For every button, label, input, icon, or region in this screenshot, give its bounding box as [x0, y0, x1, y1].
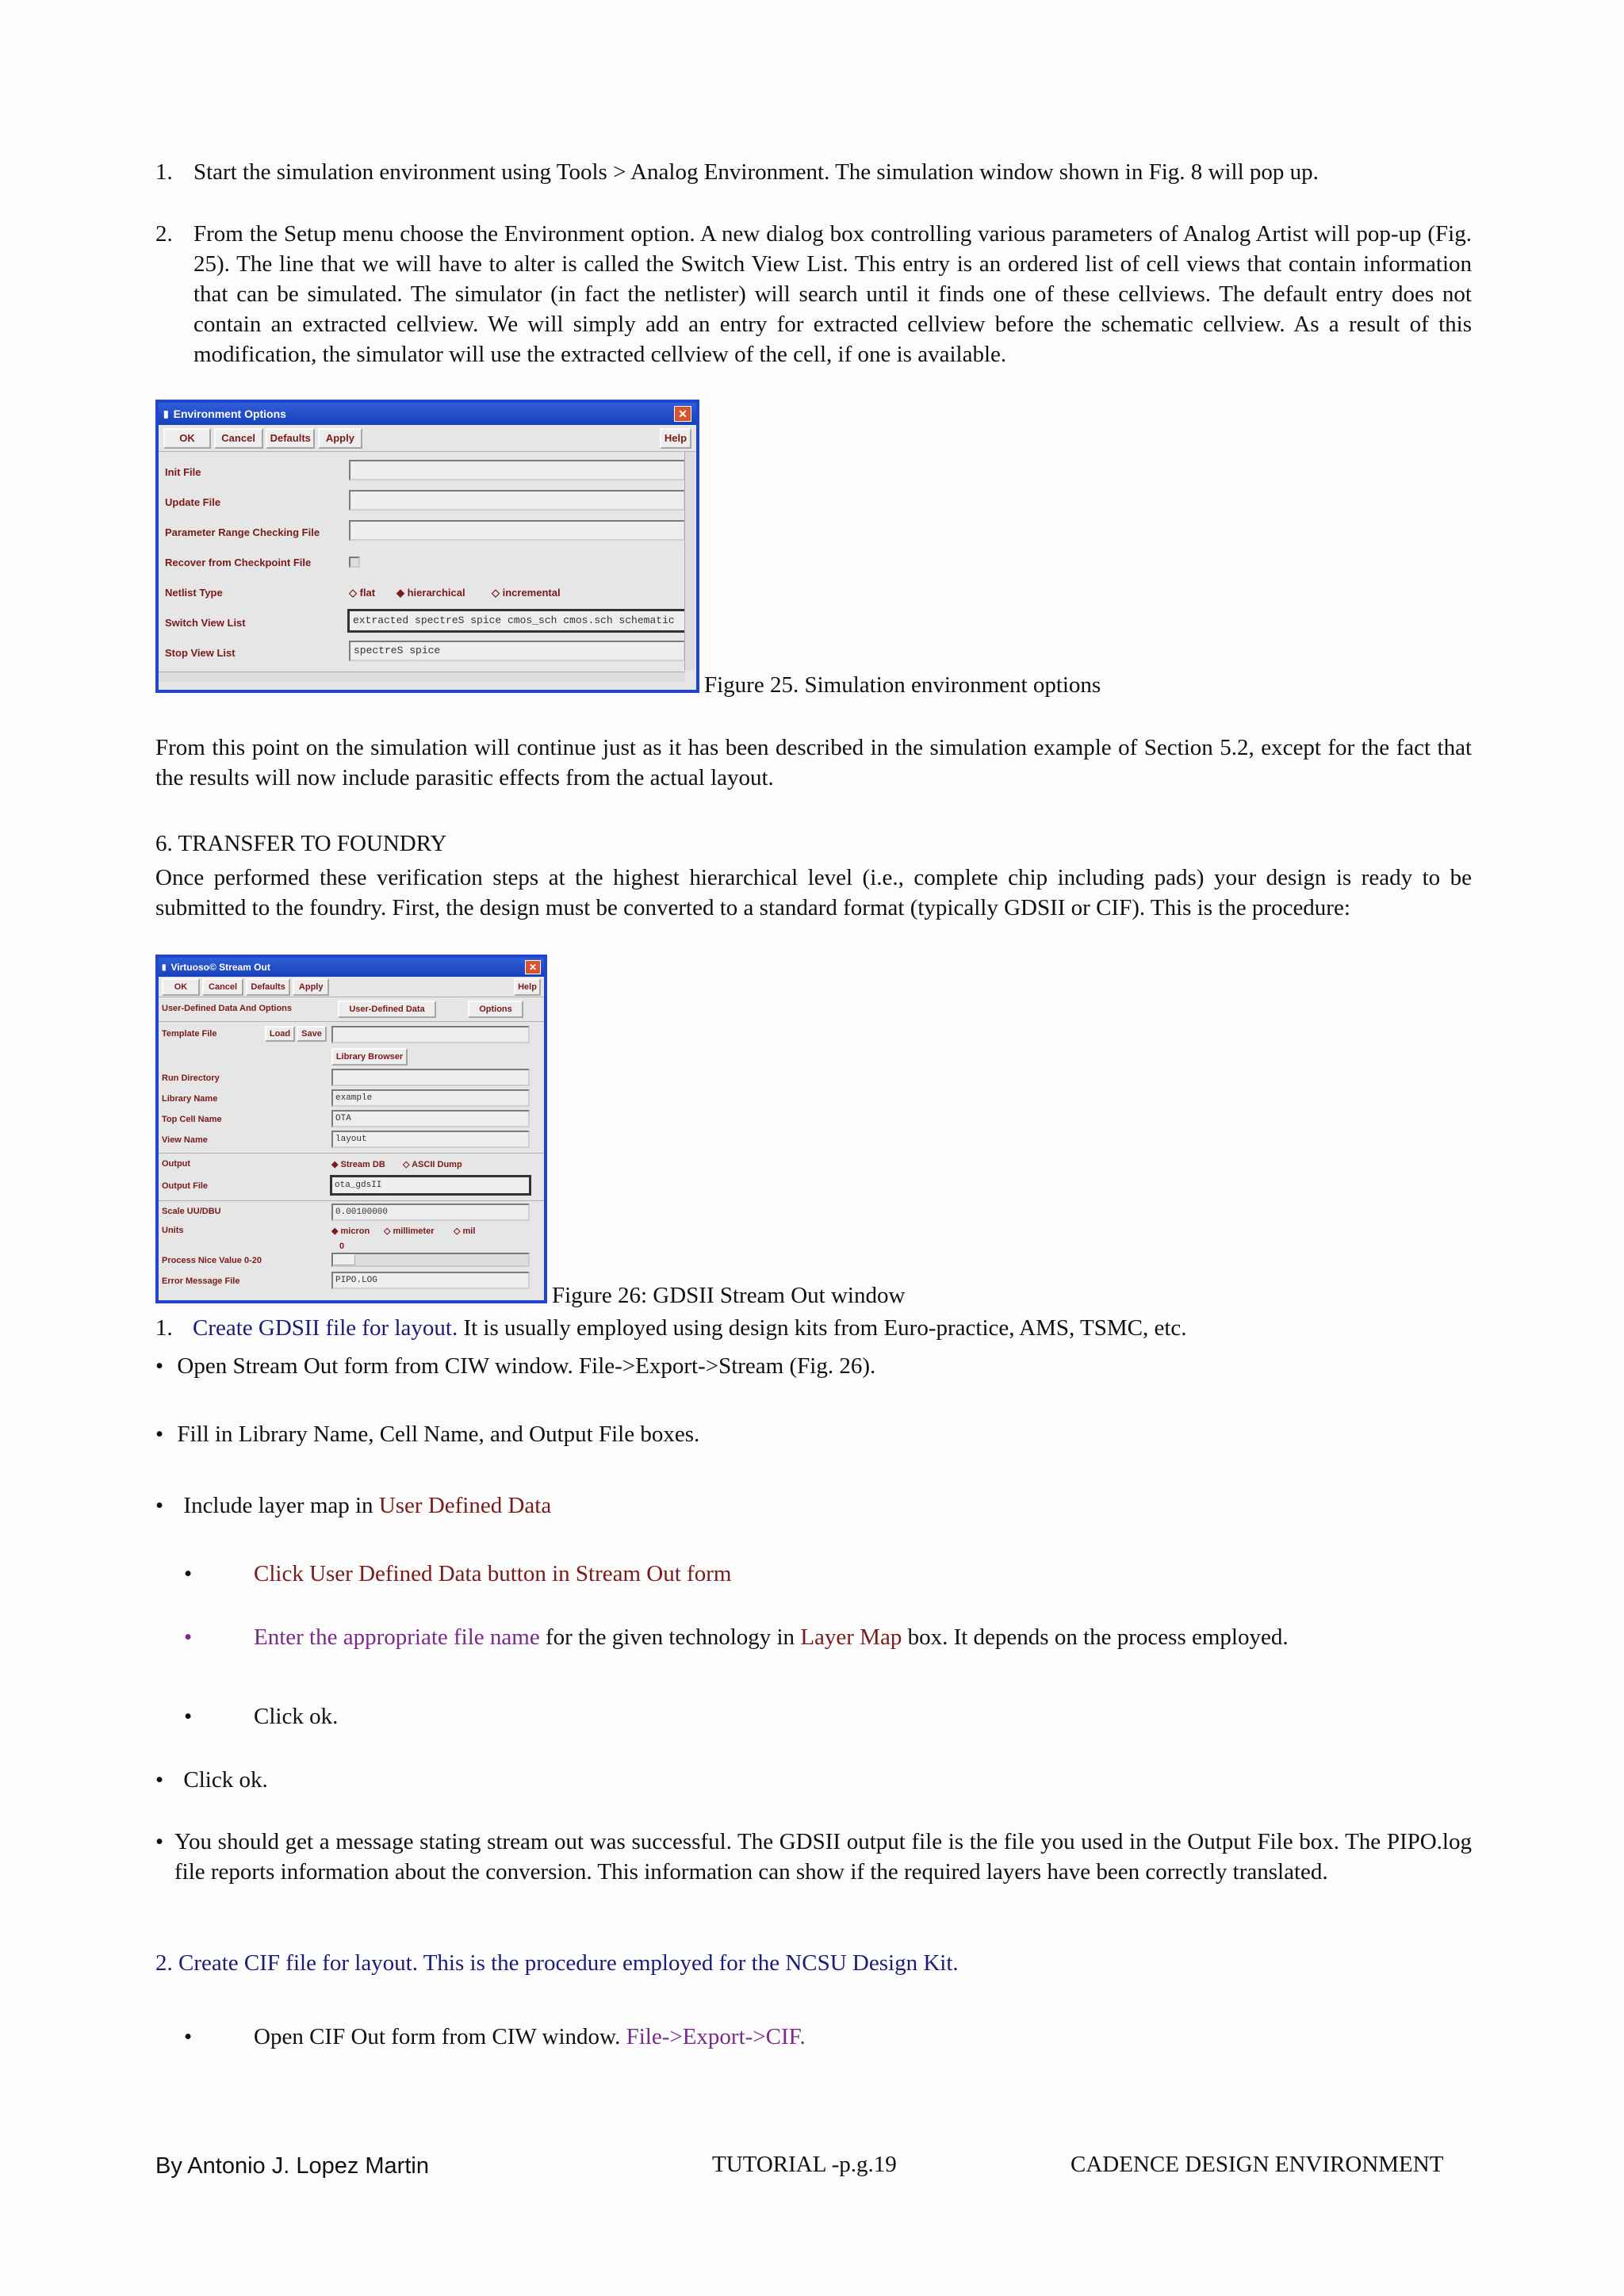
bullet-icon: •	[184, 2024, 193, 2049]
radio-label: mil	[462, 1226, 476, 1236]
divider	[159, 1200, 544, 1201]
radio-label: millimeter	[393, 1226, 435, 1236]
run-directory-field[interactable]	[331, 1069, 530, 1086]
template-file-label: Template File	[162, 1029, 217, 1039]
load-button[interactable]: Load	[265, 1026, 295, 1042]
user-defined-data-button[interactable]: User-Defined Data	[338, 1001, 436, 1018]
radio-label: incremental	[502, 587, 561, 599]
ascii-dump-radio[interactable]: ◇ ASCII Dump	[403, 1160, 462, 1169]
netlist-hierarchical-radio[interactable]: ◆ hierarchical	[396, 587, 465, 599]
update-file-field[interactable]	[349, 490, 685, 511]
error-file-label: Error Message File	[162, 1276, 240, 1286]
window-title: Environment Options	[173, 408, 286, 420]
init-file-field[interactable]	[349, 460, 685, 480]
close-icon[interactable]: ✕	[674, 406, 691, 422]
cancel-button[interactable]: Cancel	[202, 978, 243, 996]
library-name-label: Library Name	[162, 1094, 218, 1104]
footer-title: CADENCE DESIGN ENVIRONMENT	[1071, 2152, 1444, 2177]
footer-author: By Antonio J. Lopez Martin	[155, 2153, 429, 2179]
bullet-icon: •	[184, 1624, 193, 1650]
bullet-icon: •	[155, 1767, 164, 1793]
user-defined-data-link[interactable]: User Defined Data	[378, 1493, 552, 1518]
text-span: Open CIF Out form from CIW window.	[254, 2024, 626, 2049]
bullet-icon: •	[184, 1561, 193, 1586]
slider-handle[interactable]	[333, 1254, 355, 1265]
millimeter-radio[interactable]: ◇ millimeter	[384, 1226, 435, 1236]
netlist-type-label: Netlist Type	[165, 587, 223, 599]
close-icon[interactable]: ✕	[525, 960, 541, 974]
radio-label: micron	[340, 1226, 370, 1236]
bullet-text: Include layer map in	[183, 1493, 379, 1518]
save-button[interactable]: Save	[297, 1026, 327, 1042]
bullet-icon: •	[155, 1353, 164, 1379]
horizontal-scrollbar[interactable]	[159, 672, 685, 682]
environment-options-window	[155, 400, 699, 693]
units-label: Units	[162, 1226, 184, 1235]
divider	[159, 1021, 544, 1022]
item-2	[155, 219, 1472, 369]
vertical-scrollbar[interactable]	[684, 452, 695, 671]
bullet-text: Open Stream Out form from CIW window. File->Export->Stream (Fig. 26).	[177, 1353, 876, 1379]
figure-26-caption: Figure 26: GDSII Stream Out window	[552, 1283, 906, 1308]
netlist-incremental-radio[interactable]: ◇ incremental	[492, 587, 561, 599]
range-file-field[interactable]	[349, 520, 685, 541]
help-button[interactable]: Help	[514, 978, 541, 996]
radio-label: flat	[359, 587, 376, 599]
app-icon: ▮	[162, 962, 167, 972]
toolbar	[159, 977, 544, 997]
defaults-button[interactable]: Defaults	[246, 978, 290, 996]
apply-button[interactable]: Apply	[293, 978, 329, 996]
library-name-field[interactable]: example	[331, 1089, 530, 1107]
item-text: From the Setup menu choose the Environment option. A new dialog box controlling various parameters of Analog Artist will pop-up (Fig. 25). The line that we will have to alter is called the Switch View List. This entry is an ordered list of cell views that contain information that can be simulated. The simulator (in fact the netlister) will search until it finds one of these cellviews. The default entry does not contain an extracted cellview. We will simply add an entry for extracted cellview before the schematic cellview. As a result of this modification, the simulator will use the extracted cellview of the cell, if one is available.	[193, 221, 1472, 367]
update-file-label: Update File	[165, 496, 221, 508]
init-file-label: Init File	[165, 466, 201, 478]
item-number: 2.	[155, 221, 173, 247]
window-titlebar	[159, 403, 696, 425]
bullet-icon: •	[155, 1829, 164, 1854]
bullet-item	[155, 1419, 1472, 1449]
paragraph-after-fig25: From this point on the simulation will continue just as it has been described in the simulation example of Section 5.2, except for the fact that the results will now include parasitic effects from the actual layout.	[155, 735, 1472, 790]
netlist-flat-radio[interactable]: ◇ flat	[349, 587, 376, 599]
switch-view-list-field[interactable]: extracted spectreS spice cmos_sch cmos.sch schematic	[347, 609, 687, 633]
bullet-item	[155, 1765, 1472, 1795]
bullet-icon: •	[155, 1422, 164, 1447]
scale-label: Scale UU/DBU	[162, 1207, 221, 1216]
stop-view-list-field[interactable]: spectreS spice	[349, 641, 685, 661]
bullet-text: Click ok.	[183, 1767, 268, 1793]
sub-bullet-text	[254, 2022, 806, 2052]
form-body	[159, 452, 696, 682]
radio-label: Stream DB	[340, 1160, 385, 1169]
gdsii-link[interactable]: Create GDSII file for layout.	[193, 1315, 458, 1341]
template-file-field[interactable]	[331, 1026, 530, 1043]
step-number: 1.	[155, 1315, 173, 1341]
window-titlebar	[159, 958, 544, 977]
text-span: box. It depends on the process employed.	[902, 1624, 1289, 1650]
output-file-label: Output File	[162, 1181, 209, 1191]
sub-bullet-item	[184, 1701, 1469, 1732]
library-browser-button[interactable]: Library Browser	[331, 1048, 408, 1066]
item-1	[155, 157, 1472, 187]
step-2-cif[interactable]: 2. Create CIF file for layout. This is the procedure employed for the NCSU Design Kit.	[155, 1950, 959, 1976]
form-body	[159, 997, 544, 1299]
bullet-icon: •	[155, 1493, 164, 1518]
item-text: Start the simulation environment using Tools > Analog Environment. The simulation window shown in Fig. 8 will pop up.	[193, 159, 1319, 185]
sub-bullet-item	[184, 1559, 1469, 1589]
radio-label: ASCII Dump	[412, 1160, 462, 1169]
bullet-item	[155, 1827, 1472, 1887]
mil-radio[interactable]: ◇ mil	[454, 1226, 476, 1236]
step-1	[155, 1313, 1472, 1343]
footer-page: TUTORIAL -p.g.19	[712, 2152, 897, 2177]
export-cif-link[interactable]: File->Export->CIF.	[626, 2024, 806, 2049]
layer-map-link[interactable]: Layer Map	[800, 1624, 902, 1650]
toolbar	[159, 425, 696, 452]
scale-field[interactable]: 0.00100000	[331, 1203, 530, 1221]
options-button[interactable]: Options	[468, 1001, 523, 1018]
stop-view-list-label: Stop View List	[165, 647, 236, 659]
item-number: 1.	[155, 159, 173, 185]
ok-button[interactable]: OK	[163, 428, 211, 449]
apply-button[interactable]: Apply	[318, 428, 362, 449]
error-file-field[interactable]: PIPO.LOG	[331, 1272, 530, 1289]
step-text: It is usually employed using design kits from Euro-practice, AMS, TSMC, etc.	[458, 1315, 1187, 1341]
range-file-label: Parameter Range Checking File	[165, 526, 320, 538]
ok-button[interactable]: OK	[162, 978, 200, 996]
section-paragraph: Once performed these verification steps at the highest hierarchical level (i.e., complete chip including pads) your design is ready to be submitted to the foundry. First, the design must be converted to a standard format (typically GDSII or CIF). This is the procedure:	[155, 865, 1472, 920]
bullet-text: Fill in Library Name, Cell Name, and Output File boxes.	[177, 1422, 700, 1447]
nice-value-readout: 0	[339, 1242, 345, 1251]
window-title: Virtuoso© Stream Out	[170, 962, 270, 973]
run-directory-label: Run Directory	[162, 1073, 220, 1083]
sub-bullet-item	[184, 1622, 1469, 1652]
sub-bullet-text	[254, 1622, 1289, 1652]
bullet-item	[155, 1490, 1472, 1521]
divider	[159, 1153, 544, 1154]
text-span: for the given technology in	[539, 1624, 801, 1650]
view-name-field[interactable]: layout	[331, 1131, 530, 1148]
recover-label: Recover from Checkpoint File	[165, 557, 312, 568]
stream-db-radio[interactable]: ◆ Stream DB	[331, 1160, 385, 1169]
nice-value-slider[interactable]	[331, 1253, 530, 1267]
file-name-link[interactable]: Enter the appropriate file name	[254, 1624, 540, 1650]
recover-checkbox[interactable]	[349, 557, 360, 568]
figure-25-caption: Figure 25. Simulation environment options	[704, 672, 1101, 698]
bullet-item	[155, 1351, 1472, 1381]
view-name-label: View Name	[162, 1135, 208, 1145]
nice-value-label: Process Nice Value 0-20	[162, 1256, 262, 1265]
app-icon: ▮	[163, 408, 169, 419]
top-cell-name-field[interactable]: OTA	[331, 1110, 530, 1127]
defaults-button[interactable]: Defaults	[266, 428, 315, 449]
bullet-icon: •	[184, 1704, 193, 1729]
radio-label: hierarchical	[407, 587, 465, 599]
section-heading: 6. TRANSFER TO FOUNDRY	[155, 831, 447, 856]
output-label: Output	[162, 1159, 191, 1169]
micron-radio[interactable]: ◆ micron	[331, 1226, 370, 1236]
sub-bullet-text: Click ok.	[254, 1704, 339, 1729]
stream-out-window	[155, 955, 547, 1303]
switch-view-list-label: Switch View List	[165, 617, 246, 629]
sub-bullet-item	[184, 2022, 1469, 2052]
top-cell-name-label: Top Cell Name	[162, 1115, 222, 1124]
sub-bullet-text[interactable]: Click User Defined Data button in Stream Out form	[254, 1561, 732, 1586]
cancel-button[interactable]: Cancel	[214, 428, 263, 449]
output-file-field[interactable]: ota_gdsII	[330, 1175, 531, 1196]
bullet-text: You should get a message stating stream out was successful. The GDSII output file is the file you used in the Output File box. The PIPO.log file reports information about the conversion. This information can show if the required layers have been correctly translated.	[174, 1829, 1472, 1885]
help-button[interactable]: Help	[660, 428, 691, 449]
user-defined-label: User-Defined Data And Options	[162, 1004, 292, 1013]
